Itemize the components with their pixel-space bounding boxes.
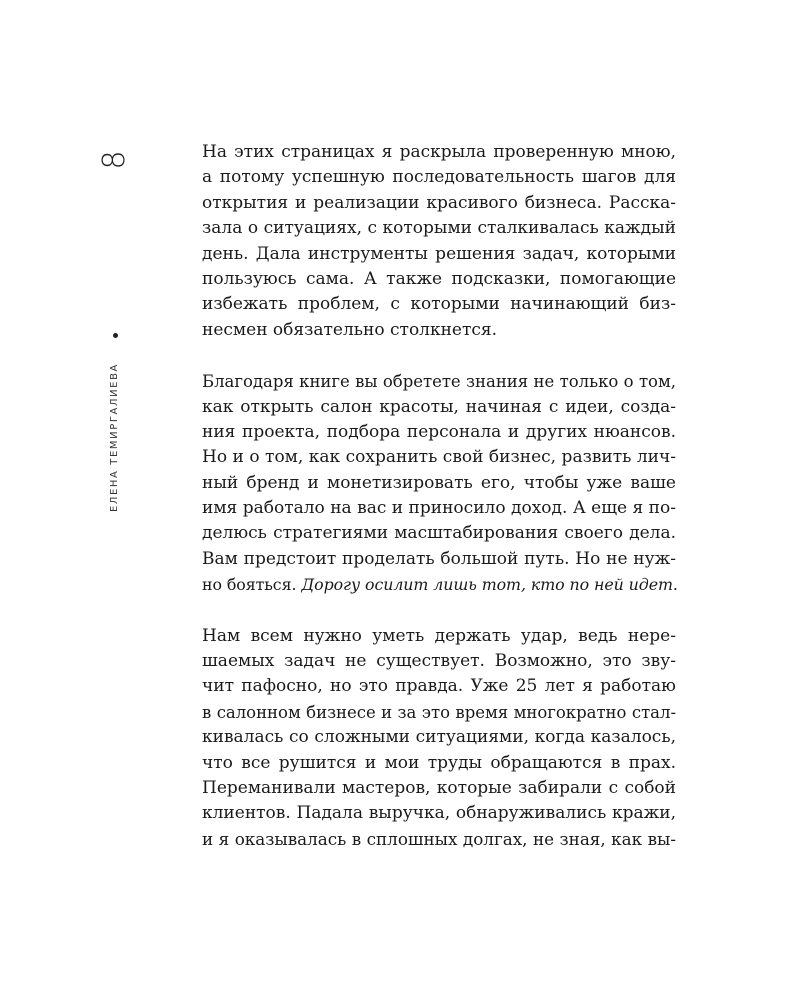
paragraph-1 (202, 140, 676, 343)
text-line: несмен обязательно столкнется. (202, 319, 498, 340)
text-line: Нам всем нужно уметь держать удар, ведь нере- (202, 625, 676, 646)
text-line: Вам предстоит проделать большой путь. Но не нуж- (202, 548, 676, 569)
text-line: что все рушится и мои труды обращаются в прах. (202, 752, 676, 773)
text-line: клиентов. Падала выручка, обнаруживались кражи, (202, 803, 676, 824)
text-line: делюсь стратегиями масштабирования своего дела. (202, 523, 676, 544)
text-line: Благодаря книге вы обретете знания не только о том, (202, 372, 676, 392)
text-line: как открыть салон красоты, начиная с идеи, созда- (202, 396, 676, 417)
text-line: пользуюсь сама. А также подсказки, помогающие (202, 268, 676, 289)
text-line: Но и о том, как сохранить свой бизнес, развить лич- (202, 447, 676, 468)
text-line: имя работало на вас и приносило доход. А еще я по- (202, 498, 676, 519)
text-line: На этих страницах я раскрыла проверенную мною, (202, 142, 676, 162)
text-line: в салонном бизнесе и за это время многократно стал- (202, 702, 676, 722)
text-line: чит пафосно, но это правда. Уже 25 лет я работаю (202, 676, 676, 697)
author-name: ЕЛЕНА ТЕМИРГАЛИЕВА (109, 363, 120, 513)
text-line: Переманивали мастеров, которые забирали с собой (202, 778, 676, 799)
text-line: открытия и реализации красивого бизнеса. Расска- (202, 192, 676, 213)
text-line: день. Дала инструменты решения задач, которыми (202, 243, 676, 264)
text-line: и я оказывалась в сплошных долгах, не зная, как вы- (202, 828, 676, 849)
text-line-mixed (202, 572, 676, 597)
separator-dot (113, 333, 118, 338)
plain-text: но бояться. (202, 575, 297, 595)
text-line: ния проекта, подбора персонала и других нюансов. (202, 421, 676, 442)
italic-quote: Дорогу осилит лишь тот, кто по ней идет. (301, 575, 678, 595)
text-line: зала о ситуациях, с которыми сталкивалась каждый (202, 218, 676, 239)
text-line: ный бренд и монетизировать его, чтобы уже ваше (202, 472, 676, 493)
running-header (97, 140, 132, 513)
paragraph-3 (202, 624, 676, 853)
paragraph-2 (202, 369, 676, 598)
body-text (202, 140, 676, 878)
text-line: кивалась со сложными ситуациями, когда казалось, (202, 727, 676, 748)
text-line: а потому успешную последовательность шагов для (202, 167, 676, 188)
page-number: 8 (97, 150, 132, 170)
text-line: избежать проблем, с которыми начинающий биз- (202, 294, 676, 315)
text-line: шаемых задач не существует. Возможно, это зву- (202, 651, 676, 672)
